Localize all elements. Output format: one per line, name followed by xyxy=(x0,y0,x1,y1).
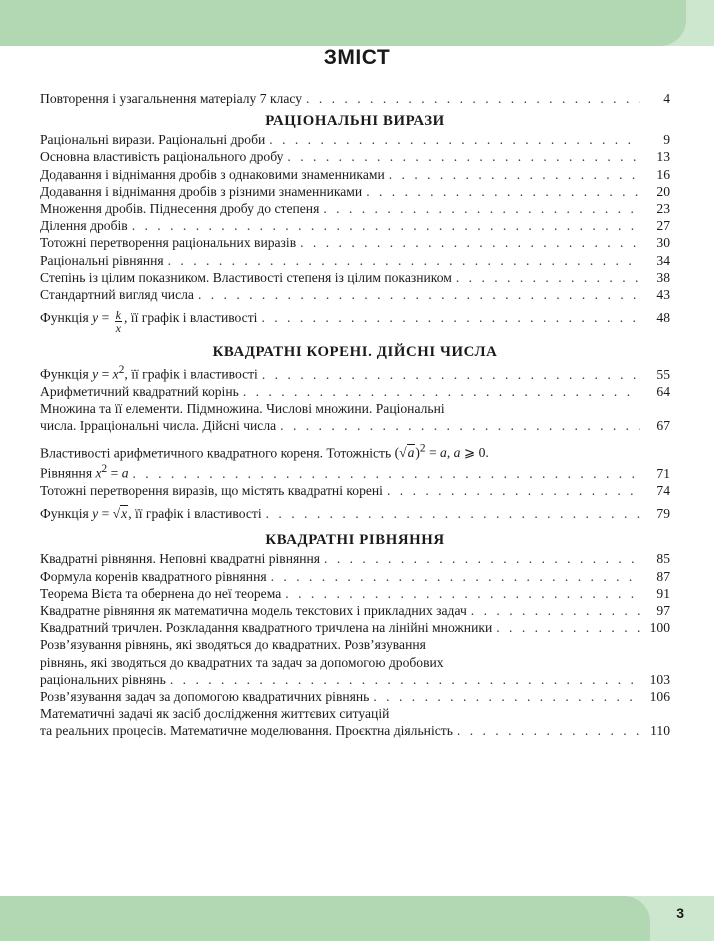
entry-title-line: рівнянь, які зводяться до квадратних та задач за допомогою дробових xyxy=(40,654,444,670)
entry-title-line: Розв’язування рівнянь, які зводяться до квадратних. Розв’язування xyxy=(40,637,426,653)
entry-page: 110 xyxy=(650,723,670,739)
toc-entry[interactable] xyxy=(40,200,670,217)
entry-page: 34 xyxy=(656,252,670,268)
toc-entry[interactable] xyxy=(40,636,670,688)
entry-page: 20 xyxy=(656,183,670,199)
footer-tab xyxy=(0,896,650,941)
section-heading: КВАДРАТНІ КОРЕНІ. ДІЙСНІ ЧИСЛА xyxy=(212,344,498,361)
toc-entry[interactable] xyxy=(40,183,670,200)
toc-entry[interactable] xyxy=(40,461,670,482)
entry-title: Раціональні рівняння xyxy=(40,252,164,268)
entry-page: 9 xyxy=(663,132,670,148)
entry-page: 64 xyxy=(656,383,670,399)
toc-entry[interactable] xyxy=(40,252,670,269)
toc-entry[interactable] xyxy=(40,499,670,526)
entry-page: 16 xyxy=(656,166,670,182)
entry-title: Квадратний тричлен. Розкладання квадратного тричлена на лінійні множники xyxy=(40,620,493,636)
entry-page: 71 xyxy=(656,465,670,481)
entry-title: Теорема Вієта та обернена до неї теорема xyxy=(40,585,282,601)
section-heading: КВАДРАТНІ РІВНЯННЯ xyxy=(265,532,445,549)
footer-band xyxy=(0,896,714,941)
entry-title: Основна властивість раціонального дробу xyxy=(40,149,284,165)
entry-title: Функція $y = x^2$, її графік і властивості xyxy=(40,364,258,382)
entry-page: 91 xyxy=(656,585,670,601)
toc-entry[interactable] xyxy=(40,90,670,107)
toc-entry[interactable] xyxy=(40,166,670,183)
fraction: $\frac{k}{x}$ xyxy=(115,308,121,336)
toc-entry[interactable] xyxy=(40,383,670,400)
entry-title: Функція y = √x, її графік і властивості xyxy=(40,506,262,522)
toc-entry[interactable]: Властивості арифметичного квадратного кореня. Тотожність $(√a)^2 = a$, a ⩾ 0. xyxy=(40,442,489,461)
entry-title: Множення дробів. Піднесення дробу до степеня xyxy=(40,201,320,217)
entry-title: Арифметичний квадратний корінь xyxy=(40,383,239,399)
entry-page: 97 xyxy=(656,603,670,619)
entry-title: Квадратне рівняння як математична модель текстових і прикладних задач xyxy=(40,603,467,619)
entry-page: 100 xyxy=(649,620,670,636)
toc-entry[interactable] xyxy=(40,400,670,434)
entry-title: Раціональні вирази. Раціональні дроби xyxy=(40,132,266,148)
toc-entry[interactable] xyxy=(40,568,670,585)
toc-entry[interactable] xyxy=(40,131,670,148)
page-title: ЗМІСТ xyxy=(323,46,391,69)
toc-entry[interactable] xyxy=(40,550,670,567)
entry-title: Тотожні перетворення раціональних виразів xyxy=(40,235,297,251)
entry-page: 43 xyxy=(656,287,670,303)
entry-title: Додавання і віднімання дробів з різними знаменниками xyxy=(40,183,363,199)
entry-page: 48 xyxy=(656,310,670,326)
toc-entry[interactable] xyxy=(40,688,670,705)
entry-title-line: Множина та її елементи. Підмножина. Числові множини. Раціональні xyxy=(40,401,445,417)
entry-title: Додавання і віднімання дробів з однаковими знаменниками xyxy=(40,166,385,182)
toc-entry[interactable] xyxy=(40,585,670,602)
entry-title-line: числа. Ірраціональні числа. Дійсні числа xyxy=(40,418,277,434)
toc-entry[interactable] xyxy=(40,705,670,739)
entry-title: Ділення дробів xyxy=(40,218,128,234)
entry-title: Степінь із цілим показником. Властивості степеня із цілим показником xyxy=(40,269,452,285)
entry-page: 67 xyxy=(656,418,670,434)
page-number: 3 xyxy=(676,905,684,921)
toc-entry[interactable] xyxy=(40,269,670,286)
toc-entry[interactable] xyxy=(40,602,670,619)
entry-page: 23 xyxy=(656,201,670,217)
toc-entry[interactable] xyxy=(40,234,670,251)
entry-page: 106 xyxy=(649,689,670,705)
entry-page: 30 xyxy=(656,235,670,251)
entry-page: 103 xyxy=(649,671,670,687)
header-band xyxy=(0,0,714,46)
entry-page: 13 xyxy=(656,149,670,165)
table-of-contents xyxy=(40,90,670,740)
header-tab xyxy=(0,0,686,46)
toc-entry[interactable] xyxy=(40,286,670,303)
toc-entry[interactable] xyxy=(40,362,670,383)
entry-page: 4 xyxy=(663,91,670,106)
entry-page: 74 xyxy=(656,483,670,499)
entry-title: Функція y = $\frac{k}{x}$ , її графік і властивості xyxy=(40,308,258,336)
toc-entry[interactable] xyxy=(40,303,670,338)
entry-page: 55 xyxy=(656,366,670,382)
toc-entry[interactable] xyxy=(40,148,670,165)
entry-title: Формула коренів квадратного рівняння xyxy=(40,568,267,584)
entry-title-line: Математичні задачі як засіб дослідження життєвих ситуацій xyxy=(40,706,390,722)
toc-entry[interactable] xyxy=(40,619,670,636)
entry-page: 87 xyxy=(656,568,670,584)
entry-page: 79 xyxy=(656,506,670,522)
toc-entry[interactable] xyxy=(40,482,670,499)
entry-title: Рівняння $x^2 = a$ xyxy=(40,463,129,481)
entry-title: Повторення і узагальнення матеріалу 7 класу xyxy=(40,91,303,106)
section-heading: РАЦІОНАЛЬНІ ВИРАЗИ xyxy=(265,113,445,130)
entry-page: 85 xyxy=(656,551,670,567)
entry-title-line: раціональних рівнянь xyxy=(40,671,166,687)
entry-title: Квадратні рівняння. Неповні квадратні рівняння xyxy=(40,551,321,567)
entry-page: 27 xyxy=(656,218,670,234)
entry-title: Стандартний вигляд числа xyxy=(40,287,194,303)
entry-page: 38 xyxy=(656,269,670,285)
entry-title: Розв’язування задач за допомогою квадратичних рівнянь xyxy=(40,689,370,705)
entry-title-line: та реальних процесів. Математичне моделювання. Проєктна діяльність xyxy=(40,723,453,739)
toc-entry[interactable] xyxy=(40,217,670,234)
entry-title: Тотожні перетворення виразів, що містять квадратні корені xyxy=(40,483,383,499)
